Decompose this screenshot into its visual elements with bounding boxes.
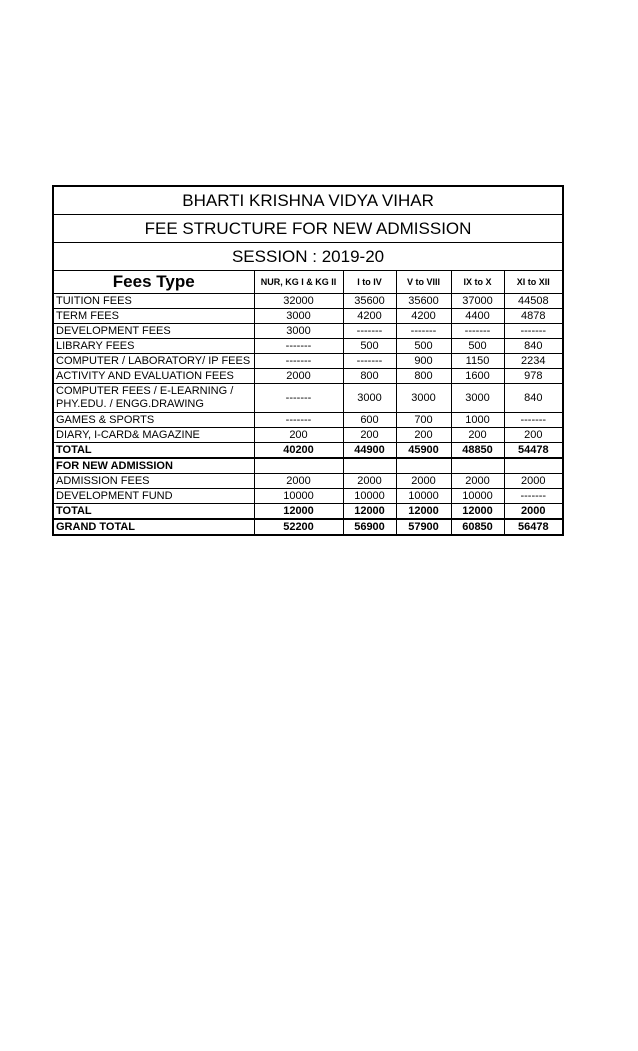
fee-label: LIBRARY FEES [53,339,254,354]
fee-label: DEVELOPMENT FEES [53,324,254,339]
fee-value: 4878 [504,309,563,324]
class-header: V to VIII [396,271,451,294]
fee-value: 3000 [254,324,343,339]
fee-label: COMPUTER FEES / E-LEARNING / PHY.EDU. / ENGG.DRAWING [53,384,254,413]
fee-value: 4200 [396,309,451,324]
fee-value: 500 [343,339,396,354]
fee-value: ------- [254,384,343,413]
fee-value: ------- [504,489,563,504]
fee-value: 200 [343,428,396,443]
fee-rows [53,294,563,459]
fee-value: 44508 [504,294,563,309]
fee-value: 12000 [451,504,504,520]
fee-value: 10000 [396,489,451,504]
fee-label: COMPUTER / LABORATORY/ IP FEES [53,354,254,369]
fee-value: ------- [254,354,343,369]
fee-value: 200 [396,428,451,443]
fee-row [53,428,563,443]
grand-total-value: 56478 [504,519,563,535]
grand-total-value: 60850 [451,519,504,535]
fee-value: ------- [254,413,343,428]
fee-value: 4200 [343,309,396,324]
admission-rows [53,474,563,520]
fee-label: TUITION FEES [53,294,254,309]
fee-value: 37000 [451,294,504,309]
fee-value: 600 [343,413,396,428]
fee-label: TOTAL [53,504,254,520]
fee-value: 2000 [504,504,563,520]
new-admission-section-label: FOR NEW ADMISSION [53,458,254,474]
fee-row [53,294,563,309]
fee-value: 1600 [451,369,504,384]
fee-structure-table [52,185,564,536]
fee-value: 54478 [504,443,563,459]
fee-value: 2000 [451,474,504,489]
fee-value: 2000 [343,474,396,489]
fee-value: 800 [343,369,396,384]
grand-total-value: 57900 [396,519,451,535]
fee-row [53,413,563,428]
fee-value: 12000 [254,504,343,520]
grand-total-label: GRAND TOTAL [53,519,254,535]
new-admission-section-row [53,458,563,474]
fee-value: 500 [396,339,451,354]
fee-value: 1000 [451,413,504,428]
fee-value: 3000 [254,309,343,324]
fee-label: DIARY, I-CARD& MAGAZINE [53,428,254,443]
fee-value: 3000 [343,384,396,413]
school-name-row [53,186,563,215]
fee-value: 45900 [396,443,451,459]
fee-row [53,324,563,339]
fee-label: TERM FEES [53,309,254,324]
fee-value: ------- [451,324,504,339]
fee-value: 700 [396,413,451,428]
fee-value: 3000 [396,384,451,413]
session-row [53,243,563,271]
fee-value: 35600 [343,294,396,309]
grand-total-value: 52200 [254,519,343,535]
fee-value: 200 [254,428,343,443]
fee-value: 32000 [254,294,343,309]
fee-label: DEVELOPMENT FUND [53,489,254,504]
fee-value: 200 [504,428,563,443]
fee-value: 44900 [343,443,396,459]
fee-row [53,369,563,384]
fee-row [53,354,563,369]
fee-value: 12000 [343,504,396,520]
school-name: BHARTI KRISHNA VIDYA VIHAR [53,186,563,215]
fee-row [53,474,563,489]
fee-value: 1150 [451,354,504,369]
fee-value: 840 [504,384,563,413]
fee-label: ADMISSION FEES [53,474,254,489]
fee-value: 978 [504,369,563,384]
fee-value: ------- [343,324,396,339]
fee-value: 40200 [254,443,343,459]
class-header: I to IV [343,271,396,294]
fee-value: ------- [504,413,563,428]
class-header: XI to XII [504,271,563,294]
grand-total-value: 56900 [343,519,396,535]
fee-value: 10000 [254,489,343,504]
fee-value: ------- [396,324,451,339]
fee-value: 2234 [504,354,563,369]
fee-value: 2000 [504,474,563,489]
fee-value: 900 [396,354,451,369]
grand-total-row [53,519,563,535]
fee-row [53,384,563,413]
fee-row [53,339,563,354]
session-label: SESSION : 2019-20 [53,243,563,271]
fee-value: 3000 [451,384,504,413]
total-row [53,443,563,459]
title-row [53,215,563,243]
fee-value: 2000 [396,474,451,489]
fee-value: ------- [254,339,343,354]
fee-value: 4400 [451,309,504,324]
fee-value: 12000 [396,504,451,520]
fee-value: 2000 [254,474,343,489]
column-header-row [53,271,563,294]
fee-value: 10000 [343,489,396,504]
total-row [53,504,563,520]
fee-value: 2000 [254,369,343,384]
fee-value: 800 [396,369,451,384]
fee-value: 840 [504,339,563,354]
fee-value: 200 [451,428,504,443]
fee-value: 48850 [451,443,504,459]
fee-label: TOTAL [53,443,254,459]
class-header: NUR, KG I & KG II [254,271,343,294]
fee-value: 35600 [396,294,451,309]
fee-row [53,489,563,504]
fee-label: GAMES & SPORTS [53,413,254,428]
fee-value: ------- [343,354,396,369]
fee-value: 500 [451,339,504,354]
fee-row [53,309,563,324]
fee-label: ACTIVITY AND EVALUATION FEES [53,369,254,384]
fee-value: 10000 [451,489,504,504]
class-header: IX to X [451,271,504,294]
document-title: FEE STRUCTURE FOR NEW ADMISSION [53,215,563,243]
fee-value: ------- [504,324,563,339]
fees-type-header: Fees Type [53,271,254,294]
